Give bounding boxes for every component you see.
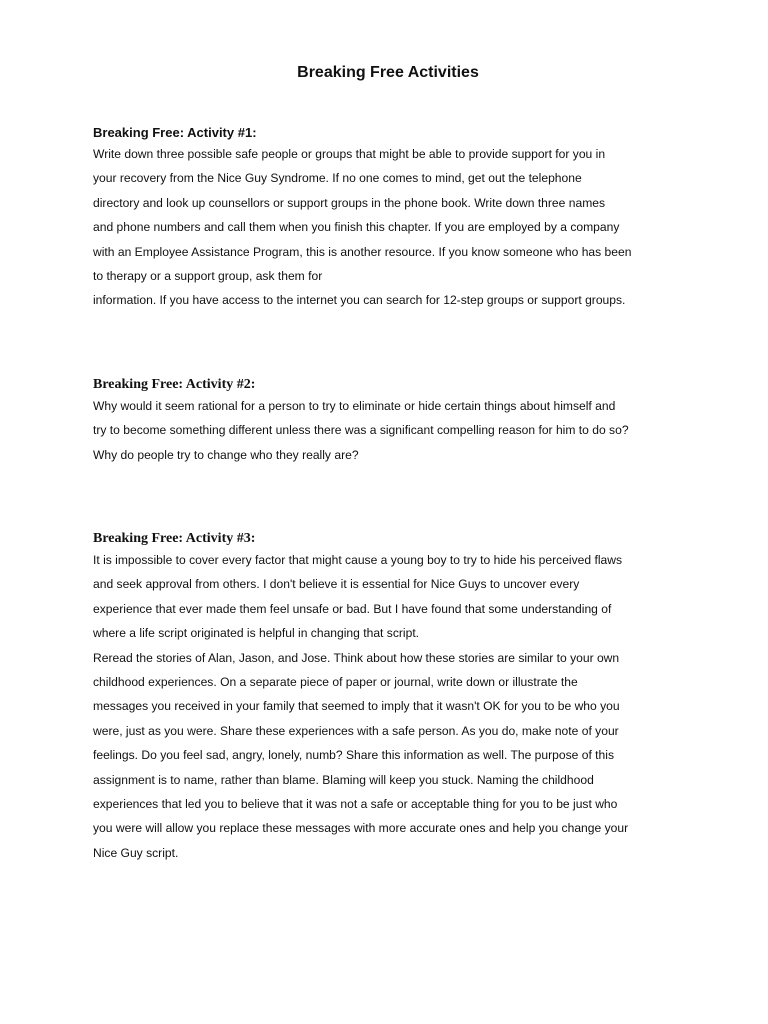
- text-line: were, just as you were. Share these experiences with a safe person. As you do, make note of your: [93, 723, 619, 738]
- text-line: directory and look up counsellors or support groups in the phone book. Write down three names: [93, 195, 606, 210]
- text-line: feelings. Do you feel sad, angry, lonely, numb? Share this information as well. The purpose of this: [93, 748, 614, 763]
- activity-2-section: [93, 376, 683, 467]
- text-line: you were will allow you replace these messages with more accurate ones and help you change your: [93, 821, 629, 836]
- activity-3-body: [93, 548, 683, 865]
- text-line: to therapy or a support group, ask them for: [93, 269, 323, 284]
- text-line: Write down three possible safe people or groups that might be able to provide support for you in: [93, 147, 606, 161]
- text-line: assignment is to name, rather than blame. Blaming will keep you stuck. Naming the childhood: [93, 772, 594, 787]
- text-line: and seek approval from others. I don't believe it is essential for Nice Guys to uncover every: [93, 577, 580, 592]
- text-line: experiences that led you to believe that it was not a safe or acceptable thing for you to be just who: [93, 797, 618, 812]
- page-title: Breaking Free Activities: [297, 64, 479, 81]
- text-line: Nice Guy script.: [93, 845, 179, 860]
- activity-3-section: [93, 530, 683, 865]
- activity-1-body: [93, 142, 683, 313]
- text-line: Reread the stories of Alan, Jason, and Jose. Think about how these stories are similar to your own: [93, 650, 620, 665]
- activity-1-section: [93, 124, 683, 313]
- text-line: messages you received in your family that seemed to imply that it wasn't OK for you to be who you: [93, 699, 620, 714]
- text-line: with an Employee Assistance Program, this is another resource. If you know someone who has been: [93, 244, 632, 259]
- text-line: Why would it seem rational for a person to try to eliminate or hide certain things about himself and: [93, 399, 616, 413]
- text-line: and phone numbers and call them when you finish this chapter. If you are employed by a company: [93, 220, 620, 235]
- activity-2-heading: Breaking Free: Activity #2:: [93, 377, 256, 392]
- activity-1-heading: Breaking Free: Activity #1:: [93, 125, 257, 140]
- text-line: childhood experiences. On a separate piece of paper or journal, write down or illustrate the: [93, 675, 578, 690]
- activity-3-heading: Breaking Free: Activity #3:: [93, 531, 256, 546]
- text-line: Why do people try to change who they really are?: [93, 447, 359, 462]
- text-line: It is impossible to cover every factor that might cause a young boy to try to hide his perceived flaws: [93, 553, 623, 567]
- text-line: your recovery from the Nice Guy Syndrome. If no one comes to mind, get out the telephone: [93, 171, 582, 186]
- activity-2-body: [93, 394, 683, 467]
- text-line: information. If you have access to the internet you can search for 12-step groups or support groups.: [93, 293, 626, 308]
- text-line: try to become something different unless there was a significant compelling reason for him to do so?: [93, 423, 629, 438]
- text-line: experience that ever made them feel unsafe or bad. But I have found that some understanding of: [93, 601, 612, 616]
- text-line: where a life script originated is helpful in changing that script.: [93, 626, 420, 641]
